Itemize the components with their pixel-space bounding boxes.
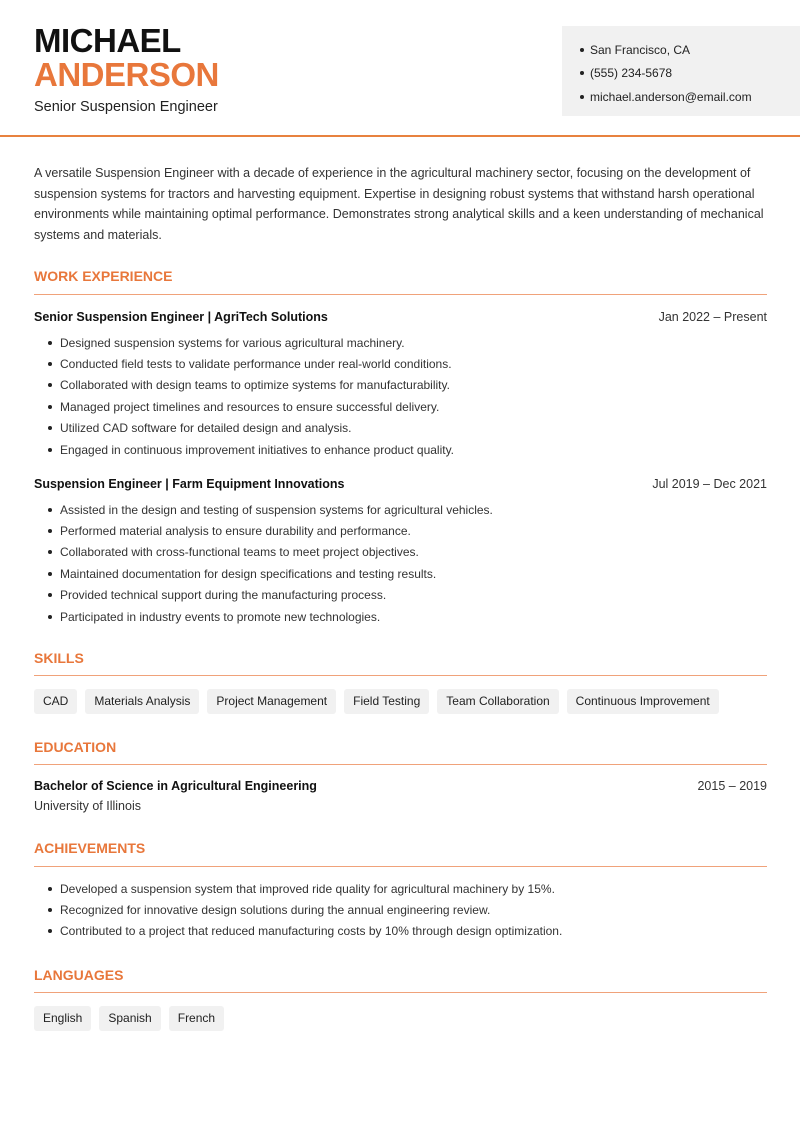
bullet-icon (48, 615, 52, 619)
first-name: MICHAEL (34, 22, 181, 59)
list-item (34, 878, 767, 899)
section-title-achievements: ACHIEVEMENTS (34, 840, 146, 856)
contact-box (562, 26, 800, 116)
list-item (34, 418, 767, 439)
bullet-icon (48, 887, 52, 891)
education-degree: Bachelor of Science in Agricultural Engineering (34, 779, 317, 793)
bullet-text: Utilized CAD software for detailed design and analysis. (60, 421, 352, 436)
list-item (34, 921, 767, 942)
job-bullets (34, 499, 767, 627)
summary-paragraph: A versatile Suspension Engineer with a decade of experience in the agricultural machinery sector, focusing on the development of suspension systems for tractors and harvesting equipment. Expertise in designing robust systems that withstand harsh operational environments while maintaining optimal performance. Demonstrates strong analytical skills and a keen understanding of mechanical systems and materials. (34, 166, 764, 242)
bullet-icon (48, 529, 52, 533)
bullet-icon (580, 71, 584, 75)
resume-header (0, 0, 800, 137)
skills-list (34, 689, 719, 714)
bullet-icon (48, 550, 52, 554)
skill-chip: Materials Analysis (85, 689, 199, 714)
last-name: ANDERSON (34, 56, 219, 93)
skill-chip: Team Collaboration (437, 689, 558, 714)
bullet-text: Engaged in continuous improvement initiatives to enhance product quality. (60, 442, 455, 457)
section-title-languages: LANGUAGES (34, 967, 124, 983)
bullet-icon (48, 362, 52, 366)
language-chip: Spanish (99, 1006, 160, 1031)
job-dates: Jul 2019 – Dec 2021 (652, 477, 767, 491)
bullet-text: Performed material analysis to ensure durability and performance. (60, 524, 411, 539)
list-item (34, 439, 767, 460)
list-item (34, 585, 767, 606)
bullet-text: Designed suspension systems for various agricultural machinery. (60, 335, 405, 350)
list-item (34, 353, 767, 374)
location-text: San Francisco, CA (590, 42, 691, 57)
bullet-icon (48, 508, 52, 512)
job-role: Suspension Engineer | Farm Equipment Innovations (34, 477, 345, 491)
education-school: University of Illinois (34, 799, 141, 813)
skill-chip: Continuous Improvement (567, 689, 719, 714)
bullet-text: Recognized for innovative design solutions during the annual engineering review. (60, 903, 491, 918)
skill-chip: Field Testing (344, 689, 429, 714)
list-item (34, 332, 767, 353)
bullet-icon (48, 426, 52, 430)
section-title-skills: SKILLS (34, 650, 84, 666)
job-heading (34, 310, 767, 324)
list-item (34, 899, 767, 920)
email-text: michael.anderson@email.com (590, 89, 752, 104)
bullet-icon (48, 448, 52, 452)
section-title-education: EDUCATION (34, 739, 117, 755)
section-divider (34, 764, 767, 765)
bullet-icon (48, 593, 52, 597)
languages-list (34, 1006, 224, 1031)
language-chip: English (34, 1006, 91, 1031)
list-item (34, 606, 767, 627)
section-divider (34, 294, 767, 295)
bullet-icon (48, 383, 52, 387)
achievements-list (34, 878, 767, 942)
list-item (34, 499, 767, 520)
job-title: Senior Suspension Engineer (34, 99, 218, 115)
job-dates: Jan 2022 – Present (658, 310, 767, 324)
bullet-text: Provided technical support during the manufacturing process. (60, 588, 387, 603)
skill-chip: CAD (34, 689, 77, 714)
bullet-text: Developed a suspension system that improved ride quality for agricultural machinery by 15%. (60, 881, 555, 896)
bullet-icon (580, 95, 584, 99)
job-heading (34, 477, 767, 491)
list-item (34, 542, 767, 563)
section-divider (34, 866, 767, 867)
contact-location (580, 38, 800, 62)
bullet-text: Managed project timelines and resources to ensure successful delivery. (60, 399, 440, 414)
section-divider (34, 992, 767, 993)
bullet-text: Collaborated with cross-functional teams to meet project objectives. (60, 545, 419, 560)
bullet-text: Participated in industry events to promote new technologies. (60, 609, 381, 624)
list-item (34, 375, 767, 396)
language-chip: French (169, 1006, 224, 1031)
list-item (34, 520, 767, 541)
bullet-text: Contributed to a project that reduced manufacturing costs by 10% through design optimization. (60, 924, 563, 939)
section-title-work: WORK EXPERIENCE (34, 268, 173, 284)
contact-email (580, 85, 800, 109)
list-item (34, 396, 767, 417)
bullet-text: Conducted field tests to validate performance under real-world conditions. (60, 357, 452, 372)
job-bullets (34, 332, 767, 460)
phone-text: (555) 234-5678 (590, 66, 673, 81)
bullet-icon (48, 572, 52, 576)
job-role: Senior Suspension Engineer | AgriTech Solutions (34, 310, 328, 324)
bullet-icon (48, 929, 52, 933)
contact-phone (580, 62, 800, 86)
section-divider (34, 675, 767, 676)
bullet-icon (48, 908, 52, 912)
list-item (34, 563, 767, 584)
bullet-text: Assisted in the design and testing of suspension systems for agricultural vehicles. (60, 502, 493, 517)
bullet-icon (580, 48, 584, 52)
bullet-text: Collaborated with design teams to optimize systems for manufacturability. (60, 378, 450, 393)
bullet-icon (48, 341, 52, 345)
skill-chip: Project Management (207, 689, 336, 714)
bullet-icon (48, 405, 52, 409)
education-dates: 2015 – 2019 (697, 779, 767, 793)
bullet-text: Maintained documentation for design specifications and testing results. (60, 566, 437, 581)
